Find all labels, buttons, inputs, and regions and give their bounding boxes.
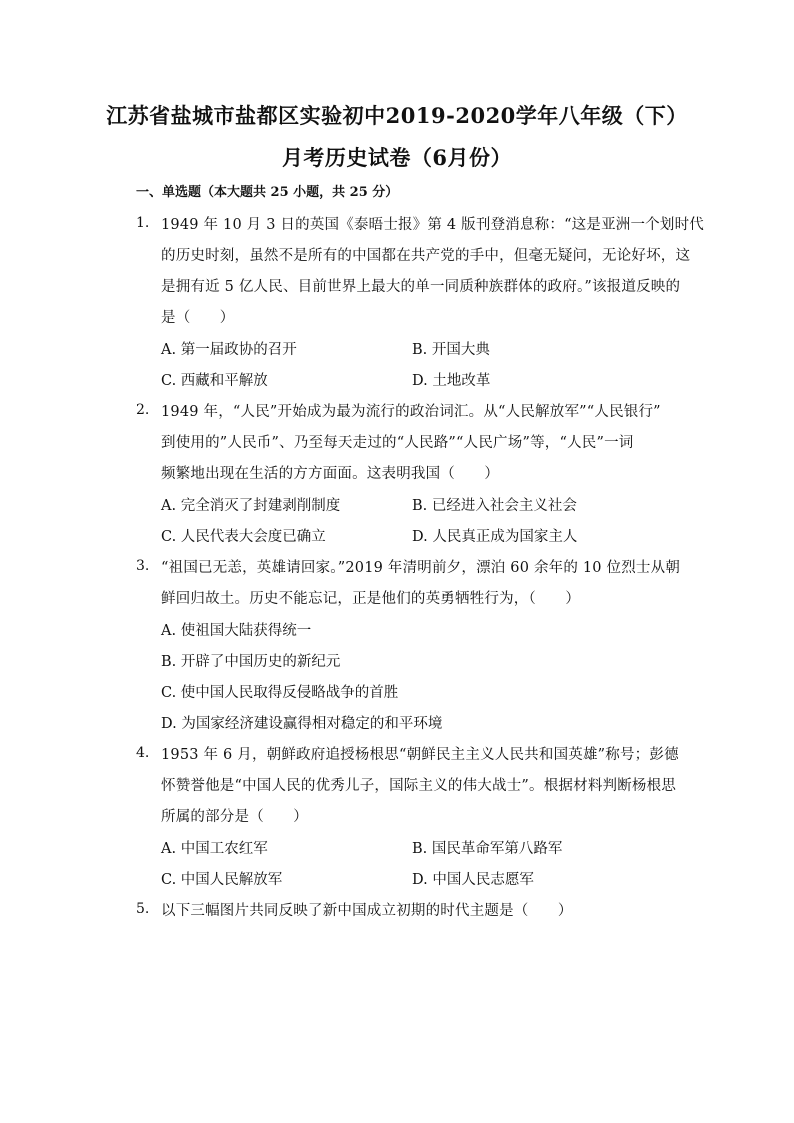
exam-title-line-2: 月考历史试卷（6月份）: [281, 145, 513, 170]
option-b[interactable]: B. 国民革命军第八路军: [412, 841, 563, 857]
question-number: 5.: [136, 901, 150, 917]
option-a[interactable]: A. 完全消灭了封建剥削制度: [161, 498, 341, 514]
option-d[interactable]: D. 为国家经济建设赢得相对稳定的和平环境: [161, 716, 443, 732]
question-text-line: 的历史时刻，虽然不是所有的中国都在共产党的手中，但毫无疑问，无论好坏，这: [161, 248, 691, 264]
option-d[interactable]: D. 中国人民志愿军: [412, 872, 534, 888]
question-number: 1.: [136, 215, 150, 231]
question-text-line: 1953 年 6 月，朝鲜政府追授杨根思“朝鲜民主主义人民共和国英雄”称号；彭德: [161, 747, 679, 763]
question-text-line: 频繁地出现在生活的方方面面。这表明我国（ ）: [161, 466, 500, 482]
question-number: 4.: [136, 745, 150, 761]
option-b[interactable]: B. 开辟了中国历史的新纪元: [161, 654, 341, 670]
exam-title-line-1: 江苏省盐城市盐都区实验初中2019-2020学年八年级（下）: [106, 103, 688, 128]
option-b[interactable]: B. 开国大典: [412, 342, 490, 358]
option-a[interactable]: A. 使祖国大陆获得统一: [161, 623, 312, 639]
option-c[interactable]: C. 使中国人民取得反侵略战争的首胜: [161, 685, 399, 701]
question-text-line: 怀赞誉他是“中国人民的优秀儿子，国际主义的伟大战士”。根据材料判断杨根思: [161, 778, 677, 794]
option-c[interactable]: C. 西藏和平解放: [161, 373, 268, 389]
question-text-line: 鲜回归故土。历史不能忘记，正是他们的英勇牺牲行为，（ ）: [161, 591, 581, 607]
option-b[interactable]: B. 已经进入社会主义社会: [412, 498, 577, 514]
question-text-line: 1949 年 10 月 3 日的英国《泰晤士报》第 4 版刊登消息称：“这是亚洲一个划时代: [161, 217, 704, 233]
option-d[interactable]: D. 土地改革: [412, 373, 491, 389]
question-text-line: 到使用的”人民币”、乃至每天走过的“人民路”“人民广场”等，“人民”一词: [161, 435, 634, 451]
question-text-line: 是拥有近 5 亿人民、目前世界上最大的单一同质种族群体的政府。”该报道反映的: [161, 279, 681, 295]
option-c[interactable]: C. 中国人民解放军: [161, 872, 283, 888]
question-text-line: 1949 年，“人民”开始成为最为流行的政治词汇。从“人民解放军”“人民银行”: [161, 404, 661, 420]
question-text-line: 所属的部分是（ ）: [161, 809, 308, 825]
section-heading: 一、单选题（本大题共 25 小题，共 25 分）: [136, 185, 399, 200]
question-number: 3.: [136, 558, 150, 574]
option-c[interactable]: C. 人民代表大会度已确立: [161, 529, 326, 545]
question-text-line: 是（ ）: [161, 310, 235, 326]
option-d[interactable]: D. 人民真正成为国家主人: [412, 529, 578, 545]
question-text-line: 以下三幅图片共同反映了新中国成立初期的时代主题是（ ）: [161, 903, 573, 919]
question-text-line: “祖国已无恙，英雄请回家。”2019 年清明前夕，漂泊 60 余年的 10 位烈士从朝: [161, 560, 681, 576]
option-a[interactable]: A. 第一届政协的召开: [161, 342, 297, 358]
option-a[interactable]: A. 中国工农红军: [161, 841, 268, 857]
question-number: 2.: [136, 402, 150, 418]
